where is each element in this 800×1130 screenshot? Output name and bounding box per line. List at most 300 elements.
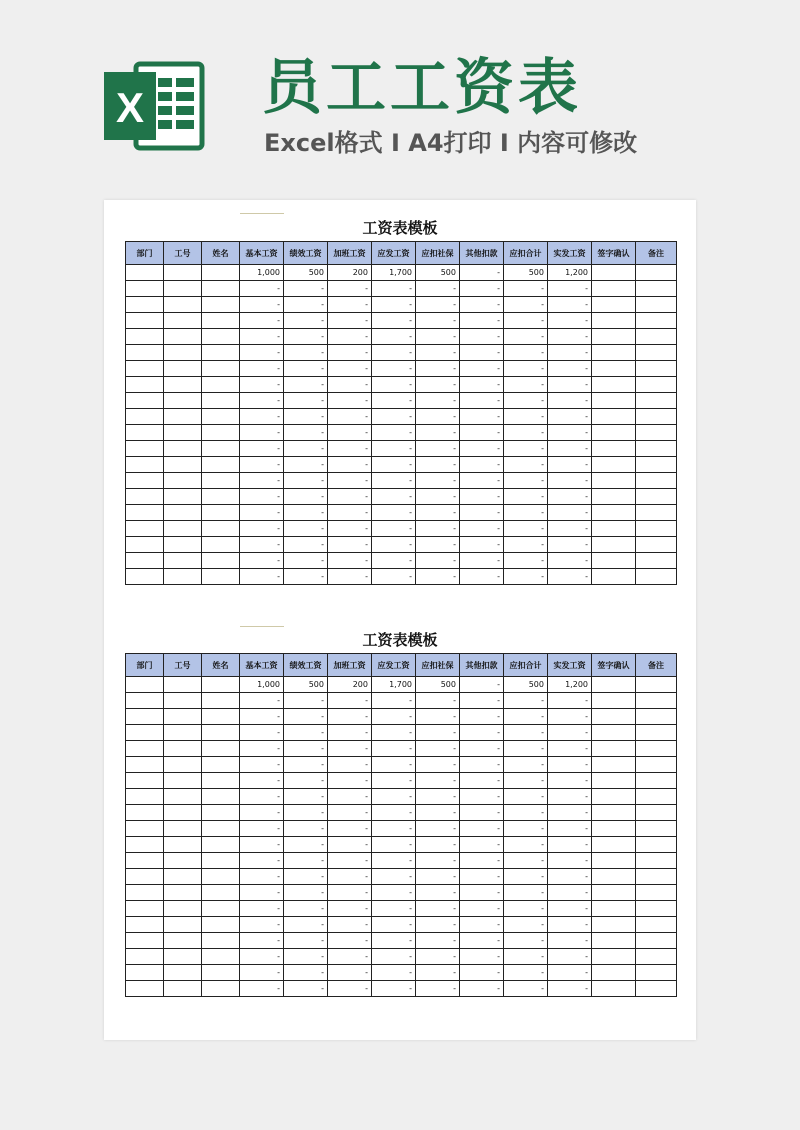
table-cell[interactable] [636, 393, 677, 409]
table-cell[interactable]: - [328, 457, 372, 473]
table-cell[interactable]: - [372, 965, 416, 981]
table-cell[interactable]: - [504, 965, 548, 981]
table-cell[interactable] [126, 949, 164, 965]
table-cell[interactable]: - [284, 425, 328, 441]
table-cell[interactable] [164, 693, 202, 709]
table-cell[interactable] [202, 489, 240, 505]
table-cell[interactable]: - [240, 789, 284, 805]
table-cell[interactable]: - [372, 489, 416, 505]
table-cell[interactable]: - [416, 297, 460, 313]
table-cell[interactable]: - [460, 505, 504, 521]
table-cell[interactable]: - [372, 901, 416, 917]
table-cell[interactable]: - [504, 901, 548, 917]
table-cell[interactable] [126, 677, 164, 693]
table-cell[interactable]: - [460, 837, 504, 853]
table-cell[interactable]: - [328, 949, 372, 965]
table-cell[interactable] [636, 569, 677, 585]
table-cell[interactable] [636, 297, 677, 313]
table-cell[interactable]: - [548, 553, 592, 569]
table-cell[interactable]: - [240, 553, 284, 569]
table-cell[interactable] [592, 281, 636, 297]
table-cell[interactable] [202, 917, 240, 933]
table-cell[interactable]: - [548, 837, 592, 853]
table-cell[interactable]: - [504, 489, 548, 505]
table-cell[interactable] [592, 537, 636, 553]
table-cell[interactable]: - [328, 917, 372, 933]
table-cell[interactable]: - [548, 949, 592, 965]
table-cell[interactable]: - [328, 933, 372, 949]
table-cell[interactable]: - [240, 757, 284, 773]
table-cell[interactable] [592, 521, 636, 537]
table-cell[interactable]: - [372, 821, 416, 837]
table-cell[interactable]: - [240, 709, 284, 725]
table-cell[interactable]: - [460, 361, 504, 377]
table-cell[interactable] [202, 425, 240, 441]
table-cell[interactable] [202, 409, 240, 425]
table-cell[interactable]: 1,700 [372, 265, 416, 281]
table-cell[interactable]: - [328, 393, 372, 409]
table-cell[interactable]: - [328, 441, 372, 457]
table-cell[interactable]: - [416, 329, 460, 345]
table-cell[interactable]: - [460, 773, 504, 789]
table-cell[interactable] [202, 313, 240, 329]
table-cell[interactable] [592, 805, 636, 821]
table-cell[interactable]: - [240, 949, 284, 965]
table-cell[interactable] [592, 457, 636, 473]
table-cell[interactable] [202, 473, 240, 489]
table-cell[interactable]: - [284, 521, 328, 537]
table-cell[interactable]: - [504, 693, 548, 709]
table-cell[interactable]: - [372, 805, 416, 821]
table-cell[interactable] [164, 917, 202, 933]
table-cell[interactable]: - [416, 917, 460, 933]
table-cell[interactable] [202, 933, 240, 949]
table-cell[interactable] [164, 725, 202, 741]
table-cell[interactable] [636, 949, 677, 965]
table-cell[interactable]: - [284, 693, 328, 709]
table-cell[interactable]: - [328, 505, 372, 521]
table-cell[interactable] [126, 981, 164, 997]
table-cell[interactable]: - [284, 393, 328, 409]
table-cell[interactable] [164, 361, 202, 377]
table-cell[interactable] [164, 821, 202, 837]
table-cell[interactable]: - [548, 537, 592, 553]
table-cell[interactable] [636, 441, 677, 457]
table-cell[interactable]: - [548, 773, 592, 789]
table-cell[interactable]: - [416, 709, 460, 725]
table-cell[interactable] [164, 473, 202, 489]
table-cell[interactable] [164, 281, 202, 297]
table-cell[interactable] [202, 297, 240, 313]
table-cell[interactable]: - [416, 869, 460, 885]
table-cell[interactable]: - [460, 377, 504, 393]
table-cell[interactable] [126, 489, 164, 505]
table-cell[interactable]: - [548, 313, 592, 329]
table-cell[interactable] [636, 837, 677, 853]
table-cell[interactable]: - [504, 725, 548, 741]
table-cell[interactable]: - [416, 409, 460, 425]
table-cell[interactable]: - [284, 709, 328, 725]
table-cell[interactable] [592, 853, 636, 869]
table-cell[interactable]: - [328, 741, 372, 757]
table-cell[interactable]: - [240, 409, 284, 425]
table-cell[interactable] [636, 457, 677, 473]
table-cell[interactable] [636, 805, 677, 821]
table-cell[interactable] [636, 409, 677, 425]
table-cell[interactable] [592, 313, 636, 329]
table-cell[interactable]: - [372, 789, 416, 805]
table-cell[interactable]: - [372, 425, 416, 441]
table-cell[interactable]: - [548, 885, 592, 901]
table-cell[interactable]: - [284, 789, 328, 805]
table-cell[interactable]: - [372, 377, 416, 393]
table-cell[interactable]: - [284, 457, 328, 473]
table-cell[interactable] [126, 281, 164, 297]
table-cell[interactable] [202, 789, 240, 805]
table-cell[interactable] [592, 553, 636, 569]
table-cell[interactable] [636, 553, 677, 569]
table-cell[interactable] [636, 473, 677, 489]
table-cell[interactable]: - [240, 837, 284, 853]
table-cell[interactable] [164, 837, 202, 853]
table-cell[interactable] [592, 489, 636, 505]
table-cell[interactable]: - [284, 741, 328, 757]
table-cell[interactable]: 1,000 [240, 265, 284, 281]
table-cell[interactable]: - [416, 553, 460, 569]
table-cell[interactable]: - [328, 521, 372, 537]
table-cell[interactable]: - [548, 725, 592, 741]
table-cell[interactable]: - [548, 377, 592, 393]
table-cell[interactable]: - [548, 709, 592, 725]
table-cell[interactable]: - [504, 377, 548, 393]
table-cell[interactable] [202, 869, 240, 885]
table-cell[interactable]: - [284, 297, 328, 313]
table-cell[interactable]: - [284, 757, 328, 773]
table-cell[interactable]: - [460, 345, 504, 361]
table-cell[interactable] [592, 965, 636, 981]
table-cell[interactable]: - [460, 569, 504, 585]
table-cell[interactable]: - [460, 757, 504, 773]
table-cell[interactable] [164, 441, 202, 457]
table-cell[interactable] [636, 853, 677, 869]
table-cell[interactable]: - [240, 473, 284, 489]
table-cell[interactable]: 1,200 [548, 677, 592, 693]
table-cell[interactable]: - [416, 693, 460, 709]
table-cell[interactable] [636, 709, 677, 725]
table-cell[interactable]: - [504, 409, 548, 425]
table-cell[interactable]: - [284, 281, 328, 297]
table-cell[interactable]: - [240, 725, 284, 741]
table-cell[interactable]: - [548, 933, 592, 949]
table-cell[interactable]: - [416, 569, 460, 585]
table-cell[interactable] [126, 837, 164, 853]
table-cell[interactable]: - [328, 329, 372, 345]
table-cell[interactable]: 1,000 [240, 677, 284, 693]
table-cell[interactable]: - [328, 297, 372, 313]
table-cell[interactable]: - [548, 853, 592, 869]
table-cell[interactable]: - [416, 521, 460, 537]
table-cell[interactable]: - [460, 965, 504, 981]
table-cell[interactable] [126, 409, 164, 425]
table-cell[interactable] [202, 553, 240, 569]
table-cell[interactable]: - [460, 313, 504, 329]
table-cell[interactable] [636, 505, 677, 521]
table-cell[interactable] [202, 725, 240, 741]
table-cell[interactable] [636, 981, 677, 997]
table-cell[interactable]: - [284, 441, 328, 457]
table-cell[interactable]: - [240, 885, 284, 901]
table-cell[interactable]: - [504, 425, 548, 441]
table-cell[interactable]: - [460, 329, 504, 345]
table-cell[interactable] [164, 805, 202, 821]
table-cell[interactable] [592, 949, 636, 965]
table-cell[interactable] [126, 521, 164, 537]
table-cell[interactable]: - [240, 457, 284, 473]
table-cell[interactable] [126, 821, 164, 837]
table-cell[interactable]: - [328, 901, 372, 917]
table-cell[interactable]: - [504, 313, 548, 329]
table-cell[interactable]: - [460, 297, 504, 313]
table-cell[interactable] [592, 473, 636, 489]
table-cell[interactable] [202, 441, 240, 457]
table-cell[interactable]: 500 [416, 677, 460, 693]
table-cell[interactable] [592, 741, 636, 757]
table-cell[interactable]: - [460, 981, 504, 997]
table-cell[interactable]: - [504, 521, 548, 537]
table-cell[interactable]: - [416, 885, 460, 901]
table-cell[interactable]: - [460, 677, 504, 693]
table-cell[interactable] [592, 773, 636, 789]
table-cell[interactable]: - [504, 789, 548, 805]
table-cell[interactable]: - [548, 425, 592, 441]
table-cell[interactable] [126, 553, 164, 569]
table-cell[interactable] [126, 297, 164, 313]
table-cell[interactable]: - [372, 837, 416, 853]
table-cell[interactable]: - [416, 473, 460, 489]
table-cell[interactable]: - [416, 837, 460, 853]
table-cell[interactable]: - [504, 709, 548, 725]
table-cell[interactable]: - [372, 981, 416, 997]
table-cell[interactable]: - [240, 297, 284, 313]
table-cell[interactable] [592, 821, 636, 837]
table-cell[interactable]: - [284, 329, 328, 345]
table-cell[interactable]: - [548, 521, 592, 537]
table-cell[interactable]: - [416, 441, 460, 457]
table-cell[interactable] [202, 505, 240, 521]
table-cell[interactable] [202, 901, 240, 917]
table-cell[interactable] [126, 693, 164, 709]
table-cell[interactable]: - [284, 345, 328, 361]
table-cell[interactable]: - [416, 933, 460, 949]
table-cell[interactable]: - [504, 741, 548, 757]
table-cell[interactable] [592, 425, 636, 441]
table-cell[interactable]: - [284, 933, 328, 949]
table-cell[interactable] [126, 505, 164, 521]
table-cell[interactable] [202, 821, 240, 837]
table-cell[interactable]: - [372, 537, 416, 553]
table-cell[interactable] [126, 709, 164, 725]
table-cell[interactable] [126, 313, 164, 329]
table-cell[interactable] [164, 853, 202, 869]
table-cell[interactable] [164, 393, 202, 409]
table-cell[interactable] [126, 473, 164, 489]
table-cell[interactable] [636, 313, 677, 329]
table-cell[interactable] [592, 393, 636, 409]
table-cell[interactable]: - [504, 505, 548, 521]
table-cell[interactable]: - [372, 473, 416, 489]
table-cell[interactable]: - [240, 933, 284, 949]
table-cell[interactable]: - [416, 853, 460, 869]
table-cell[interactable]: - [328, 837, 372, 853]
table-cell[interactable]: - [240, 489, 284, 505]
table-cell[interactable]: - [460, 473, 504, 489]
table-cell[interactable]: - [416, 425, 460, 441]
table-cell[interactable]: - [240, 773, 284, 789]
table-cell[interactable] [202, 885, 240, 901]
table-cell[interactable]: - [284, 821, 328, 837]
table-cell[interactable] [592, 933, 636, 949]
table-cell[interactable]: - [372, 361, 416, 377]
table-cell[interactable]: - [284, 901, 328, 917]
table-cell[interactable]: - [416, 773, 460, 789]
table-cell[interactable]: - [548, 281, 592, 297]
table-cell[interactable]: - [328, 489, 372, 505]
table-cell[interactable] [636, 821, 677, 837]
table-cell[interactable]: - [416, 901, 460, 917]
table-cell[interactable]: - [372, 505, 416, 521]
table-cell[interactable]: 500 [284, 677, 328, 693]
table-cell[interactable] [164, 741, 202, 757]
table-cell[interactable]: - [548, 457, 592, 473]
table-cell[interactable]: - [328, 361, 372, 377]
table-cell[interactable] [126, 853, 164, 869]
table-cell[interactable] [164, 949, 202, 965]
table-cell[interactable]: - [240, 853, 284, 869]
table-cell[interactable]: - [284, 885, 328, 901]
table-cell[interactable]: - [460, 869, 504, 885]
table-cell[interactable]: - [504, 949, 548, 965]
table-cell[interactable]: - [240, 521, 284, 537]
table-cell[interactable]: - [372, 393, 416, 409]
table-cell[interactable]: - [328, 473, 372, 489]
table-cell[interactable] [202, 329, 240, 345]
table-cell[interactable] [202, 457, 240, 473]
table-cell[interactable]: - [460, 789, 504, 805]
table-cell[interactable] [202, 569, 240, 585]
table-cell[interactable]: - [416, 757, 460, 773]
table-cell[interactable]: - [240, 741, 284, 757]
table-cell[interactable]: - [240, 505, 284, 521]
table-cell[interactable]: - [240, 345, 284, 361]
table-cell[interactable]: - [372, 693, 416, 709]
table-cell[interactable]: - [548, 901, 592, 917]
table-cell[interactable]: - [328, 821, 372, 837]
table-cell[interactable] [636, 917, 677, 933]
table-cell[interactable]: - [504, 441, 548, 457]
table-cell[interactable]: - [284, 409, 328, 425]
table-cell[interactable] [592, 981, 636, 997]
table-cell[interactable]: - [284, 981, 328, 997]
table-cell[interactable]: 500 [504, 677, 548, 693]
table-cell[interactable] [636, 377, 677, 393]
table-cell[interactable]: - [504, 837, 548, 853]
table-cell[interactable] [202, 521, 240, 537]
table-cell[interactable] [636, 265, 677, 281]
table-cell[interactable]: 500 [284, 265, 328, 281]
table-cell[interactable] [164, 981, 202, 997]
table-cell[interactable]: - [372, 709, 416, 725]
table-cell[interactable] [126, 741, 164, 757]
table-cell[interactable]: - [328, 965, 372, 981]
table-cell[interactable] [202, 677, 240, 693]
table-cell[interactable]: - [284, 725, 328, 741]
table-cell[interactable]: - [328, 569, 372, 585]
table-cell[interactable]: - [284, 313, 328, 329]
table-cell[interactable] [636, 885, 677, 901]
table-cell[interactable] [202, 393, 240, 409]
table-cell[interactable]: - [372, 725, 416, 741]
table-cell[interactable] [164, 329, 202, 345]
table-cell[interactable] [164, 773, 202, 789]
table-cell[interactable]: - [548, 805, 592, 821]
table-cell[interactable]: - [240, 805, 284, 821]
table-cell[interactable]: - [240, 569, 284, 585]
table-cell[interactable] [636, 933, 677, 949]
table-cell[interactable]: - [504, 981, 548, 997]
table-cell[interactable]: - [504, 553, 548, 569]
table-cell[interactable]: - [504, 473, 548, 489]
table-cell[interactable]: - [460, 805, 504, 821]
table-cell[interactable]: - [548, 741, 592, 757]
table-cell[interactable]: - [372, 457, 416, 473]
table-cell[interactable] [636, 361, 677, 377]
table-cell[interactable] [164, 537, 202, 553]
table-cell[interactable]: - [416, 345, 460, 361]
table-cell[interactable] [164, 789, 202, 805]
table-cell[interactable]: - [328, 313, 372, 329]
table-cell[interactable]: - [240, 425, 284, 441]
table-cell[interactable]: - [460, 917, 504, 933]
table-cell[interactable] [164, 709, 202, 725]
table-cell[interactable] [202, 773, 240, 789]
table-cell[interactable] [202, 281, 240, 297]
table-cell[interactable]: - [240, 329, 284, 345]
table-cell[interactable]: - [548, 505, 592, 521]
table-cell[interactable] [126, 933, 164, 949]
table-cell[interactable]: - [372, 757, 416, 773]
table-cell[interactable]: - [372, 569, 416, 585]
table-cell[interactable]: - [240, 981, 284, 997]
table-cell[interactable] [636, 901, 677, 917]
table-cell[interactable]: - [460, 885, 504, 901]
table-cell[interactable]: - [372, 773, 416, 789]
table-cell[interactable] [592, 677, 636, 693]
table-cell[interactable] [126, 569, 164, 585]
table-cell[interactable]: - [460, 821, 504, 837]
table-cell[interactable] [592, 345, 636, 361]
table-cell[interactable] [164, 457, 202, 473]
table-cell[interactable] [636, 789, 677, 805]
table-cell[interactable] [636, 965, 677, 981]
table-cell[interactable]: - [548, 821, 592, 837]
table-cell[interactable] [126, 885, 164, 901]
table-cell[interactable]: - [328, 789, 372, 805]
table-cell[interactable]: - [548, 361, 592, 377]
table-cell[interactable] [592, 917, 636, 933]
table-cell[interactable]: - [284, 489, 328, 505]
table-cell[interactable] [164, 933, 202, 949]
table-cell[interactable] [126, 537, 164, 553]
